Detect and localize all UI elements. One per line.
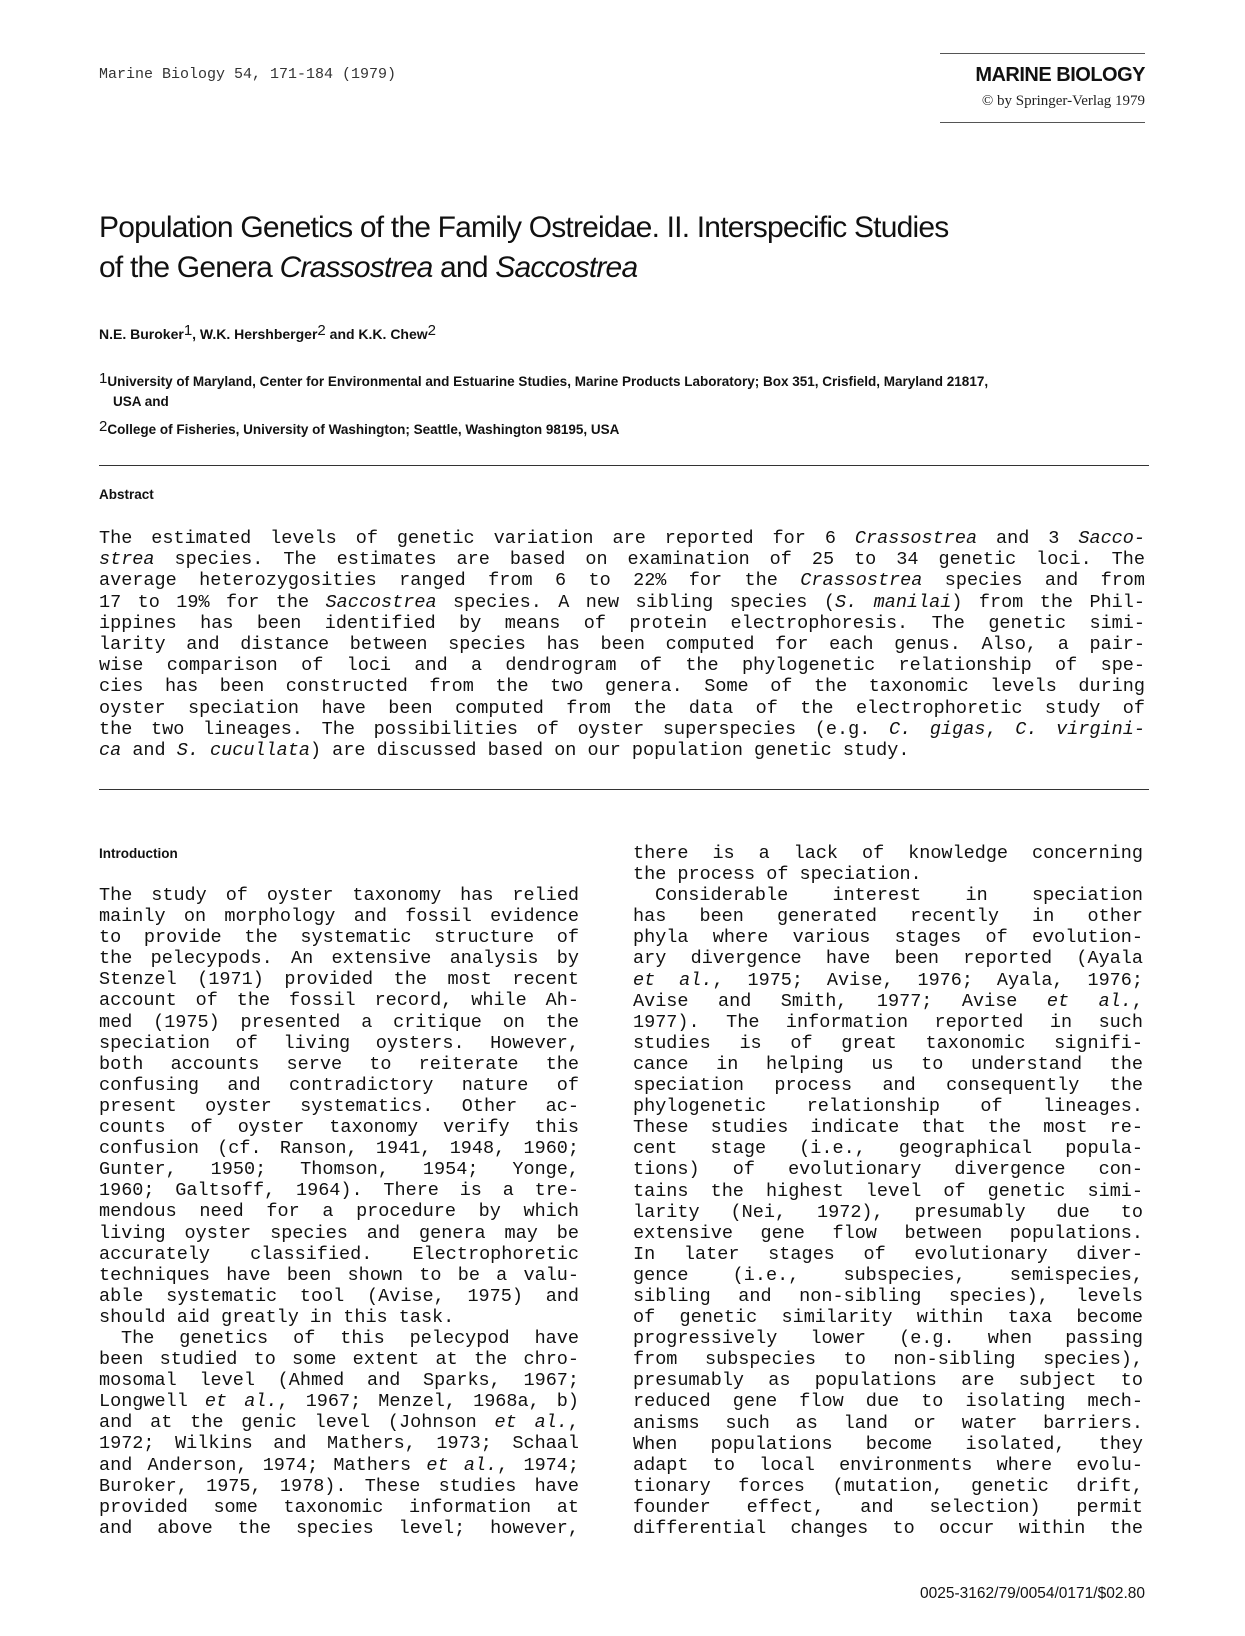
abstract-line-9: oyster speciation have been computed from the data of the electrophoretic study of (99, 697, 1145, 719)
body-text-run: , (567, 1412, 579, 1434)
body-line: phyla where various stages of evolution- (633, 927, 1143, 949)
body-line: cent stage (i.e., geographical popula- (633, 1138, 1143, 1160)
body-line: should aid greatly in this task. (99, 1306, 455, 1328)
author-buroker: N.E. Buroker (99, 326, 184, 342)
species-name: C. virgini- (1015, 718, 1145, 740)
introduction-heading: Introduction (99, 846, 178, 861)
issn-code: 0025-3162/79/0054/0171/$02.80 (920, 1585, 1145, 1602)
body-line (99, 1412, 579, 1433)
affiliation-1-marker: 1 (99, 370, 108, 387)
body-line: When populations become isolated, they (633, 1433, 1143, 1455)
body-line: Gunter, 1950; Thomson, 1954; Yonge, (99, 1159, 579, 1181)
body-line: confusing and contradictory nature of (99, 1074, 579, 1096)
body-text-run: and Anderson, 1974; Mathers (99, 1454, 427, 1476)
body-line: gence (i.e., subspecies, semispecies, (633, 1264, 1143, 1286)
body-line: and above the species level; however, (99, 1517, 579, 1539)
abstract-text-run: and 3 (977, 528, 1079, 549)
abstract-line-4 (99, 592, 1145, 613)
body-line: founder effect, and selection) permit (633, 1496, 1143, 1518)
abstract-line-8: cies has been constructed from the two genera. Some of the taxonomic levels during (99, 676, 1145, 698)
body-line: extensive gene flow between populations. (633, 1222, 1143, 1244)
body-line: able systematic tool (Avise, 1975) and (99, 1285, 579, 1307)
et-al: et al. (426, 1454, 498, 1476)
body-line: progressively lower (e.g. when passing (633, 1328, 1143, 1350)
body-line: tions) of evolutionary divergence con- (633, 1159, 1143, 1181)
et-al: et al. (633, 969, 713, 991)
abstract-top-rule (99, 465, 1149, 466)
abstract-text-run: species. A new sibling species ( (436, 591, 835, 613)
body-line: living oyster species and genera may be (99, 1222, 579, 1244)
species-name: Crassostrea (854, 528, 978, 549)
article-title (99, 208, 1139, 288)
species-name: Crassostrea (800, 570, 923, 592)
journal-citation: Marine Biology 54, 171-184 (1979) (99, 66, 397, 83)
body-line: provided some taxonomic information at (99, 1496, 579, 1518)
body-text-run: , 1975; Avise, 1976; Ayala, 1976; (712, 969, 1143, 991)
body-line: larity (Nei, 1972), presumably due to (633, 1201, 1143, 1223)
abstract-text-run: species. The estimates are based on examination of 25 to 34 genetic loci. The (154, 549, 1145, 571)
body-line: 1977). The information reported in such (633, 1011, 1143, 1033)
body-line: tionary forces (mutation, genetic drift, (633, 1475, 1143, 1497)
body-line: mainly on morphology and fossil evidence (99, 906, 579, 928)
abstract-heading: Abstract (99, 487, 154, 502)
body-line: speciation process and consequently the (633, 1075, 1143, 1097)
et-al: et al. (1046, 990, 1132, 1012)
species-name: C. gigas (889, 718, 986, 740)
title-line-2-prefix: of the Genera (99, 251, 280, 284)
body-line: confusion (cf. Ranson, 1941, 1948, 1960; (99, 1138, 579, 1160)
body-line: mendous need for a procedure by which (99, 1201, 579, 1223)
body-line: These studies indicate that the most re- (633, 1117, 1143, 1139)
body-line: the pelecypods. An extensive analysis by (99, 948, 579, 970)
body-line: differential changes to occur within the (633, 1518, 1143, 1539)
author-list (99, 322, 437, 342)
body-line: both accounts serve to reiterate the (99, 1053, 579, 1075)
species-name: S. manilai (834, 591, 952, 613)
body-line: has been generated recently in other (633, 906, 1143, 928)
author-hershberger-affil: 2 (317, 322, 326, 339)
body-line: from subspecies to non-sibling species), (633, 1349, 1143, 1371)
abstract-text-run: 17 to 19% for the (99, 591, 326, 613)
author-chew-affil: 2 (427, 322, 437, 339)
title-line-2 (99, 248, 1139, 288)
species-name: Sacco- (1078, 528, 1145, 549)
body-line: Considerable interest in speciation (655, 885, 1143, 907)
body-line: phylogenetic relationship of lineages. (633, 1096, 1143, 1118)
author-hershberger: , W.K. Hershberger (192, 326, 318, 342)
affiliation-2-text: College of Fisheries, University of Washington; Seattle, Washington 98195, USA (107, 422, 620, 437)
body-line (633, 991, 1143, 1012)
author-chew: and K.K. Chew (325, 326, 428, 342)
body-text-run: , 1967; Menzel, 1968a, b) (277, 1391, 579, 1413)
introduction-column-left (99, 885, 579, 1539)
body-line: The genetics of this pelecypod have (121, 1327, 579, 1349)
species-name: strea (99, 549, 155, 571)
body-line: The study of oyster taxonomy has relied (99, 885, 579, 906)
introduction-column-right (633, 843, 1143, 1539)
body-line: 1960; Galtsoff, 1964). There is a tre- (99, 1180, 579, 1202)
journal-name: MARINE BIOLOGY (975, 64, 1145, 86)
abstract-line-1 (99, 528, 1145, 549)
title-and: and (432, 251, 496, 284)
body-text-run: Avise and Smith, 1977; Avise (633, 990, 1047, 1012)
affiliation-1-text: University of Maryland, Center for Environmental and Estuarine Studies, Marine Products Laboratory; Box 351, Crisfield, Maryland 21817, (107, 374, 989, 389)
affiliation-1-line-1 (99, 370, 989, 389)
body-line: med (1975) presented a critique on the (99, 1011, 579, 1033)
body-line: accurately classified. Electrophoretic (99, 1243, 579, 1265)
body-line: reduced gene flow due to isolating mech- (633, 1391, 1143, 1413)
abstract-text-run: ) are discussed based on our population genetic study. (309, 740, 910, 762)
abstract-text-run: species and from (922, 570, 1146, 592)
abstract-body (99, 528, 1145, 761)
abstract-line-10 (99, 719, 1145, 740)
body-line: present oyster systematics. Other ac- (99, 1095, 579, 1117)
body-line: counts of oyster taxonomy verify this (99, 1117, 579, 1139)
body-line (633, 970, 1143, 991)
abstract-line-7: wise comparison of loci and a dendrogram of the phylogenetic relationship of spe- (99, 655, 1145, 677)
body-line: ary divergence have been reported (Ayala (633, 948, 1143, 970)
abstract-text-run: and (121, 740, 177, 762)
body-line: techniques have been shown to be a valu- (99, 1264, 579, 1286)
body-line (99, 1455, 579, 1476)
et-al: et al. (204, 1391, 278, 1413)
abstract-text-run: the two lineages. The possibilities of oyster superspecies (e.g. (99, 718, 890, 740)
body-line: speciation of living oysters. However, (99, 1032, 579, 1054)
affiliation-2 (99, 420, 1149, 440)
species-name: ca (99, 740, 122, 762)
abstract-line-6: larity and distance between species has been computed for each genus. Also, a pair- (99, 634, 1145, 656)
body-line: sibling and non-sibling species), levels (633, 1285, 1143, 1307)
body-line: the process of speciation. (633, 864, 922, 886)
body-text-run: , 1974; (497, 1454, 579, 1476)
abstract-text-run: The estimated levels of genetic variation are reported for 6 (99, 528, 855, 549)
title-genus-saccostrea: Saccostrea (495, 251, 638, 284)
affiliation-1 (99, 372, 1149, 412)
et-al: et al. (494, 1412, 568, 1434)
abstract-line-3 (99, 570, 1145, 591)
copyright-notice: © by Springer-Verlag 1979 (981, 93, 1145, 109)
body-line: tains the highest level of genetic simi- (633, 1180, 1143, 1202)
body-line: anisms such as land or water barriers. (633, 1412, 1143, 1434)
abstract-line-11 (99, 740, 1145, 761)
body-line: mosomal level (Ahmed and Sparks, 1967; (99, 1370, 579, 1392)
affiliation-1-line-2: USA and (113, 394, 169, 409)
author-buroker-affil: 1 (183, 322, 193, 339)
species-name: Saccostrea (325, 591, 437, 613)
abstract-line-5: ippines has been identified by means of protein electrophoresis. The genetic simi- (99, 612, 1145, 634)
body-line: been studied to some extent at the chro- (99, 1349, 579, 1371)
affiliation-2-marker: 2 (99, 418, 108, 435)
body-line: Stenzel (1971) provided the most recent (99, 969, 579, 991)
species-name: S. cucullata (176, 740, 310, 762)
body-line: there is a lack of knowledge concerning (633, 843, 1143, 864)
abstract-text-run: ) from the Phil- (951, 591, 1145, 613)
abstract-bottom-rule (99, 789, 1149, 790)
body-text-run: , (1131, 990, 1143, 1012)
body-line: presumably as populations are subject to (633, 1370, 1143, 1392)
journal-masthead (940, 53, 1145, 123)
title-genus-crassostrea: Crassostrea (279, 251, 433, 284)
title-line-1: Population Genetics of the Family Ostreidae. II. Interspecific Studies (99, 211, 949, 244)
body-text-run: Longwell (99, 1391, 205, 1413)
body-line: 1972; Wilkins and Mathers, 1973; Schaal (99, 1433, 579, 1455)
body-line: studies is of great taxonomic signifi- (633, 1032, 1143, 1054)
body-line: In later stages of evolutionary diver- (633, 1243, 1143, 1265)
body-line (99, 1391, 579, 1412)
abstract-line-2 (99, 549, 1145, 570)
body-line: of genetic similarity within taxa become (633, 1307, 1143, 1329)
abstract-text-run: average heterozygosities ranged from 6 to 22% for the (99, 570, 801, 592)
body-line: to provide the systematic structure of (99, 927, 579, 949)
body-line: Buroker, 1975, 1978). These studies have (99, 1475, 579, 1497)
body-line: adapt to local environments where evolu- (633, 1454, 1143, 1476)
body-line: cance in helping us to understand the (633, 1053, 1143, 1075)
body-line: account of the fossil record, while Ah- (99, 990, 579, 1012)
abstract-text-run: , (985, 718, 1016, 740)
body-text-run: and at the genic level (Johnson (99, 1412, 495, 1434)
